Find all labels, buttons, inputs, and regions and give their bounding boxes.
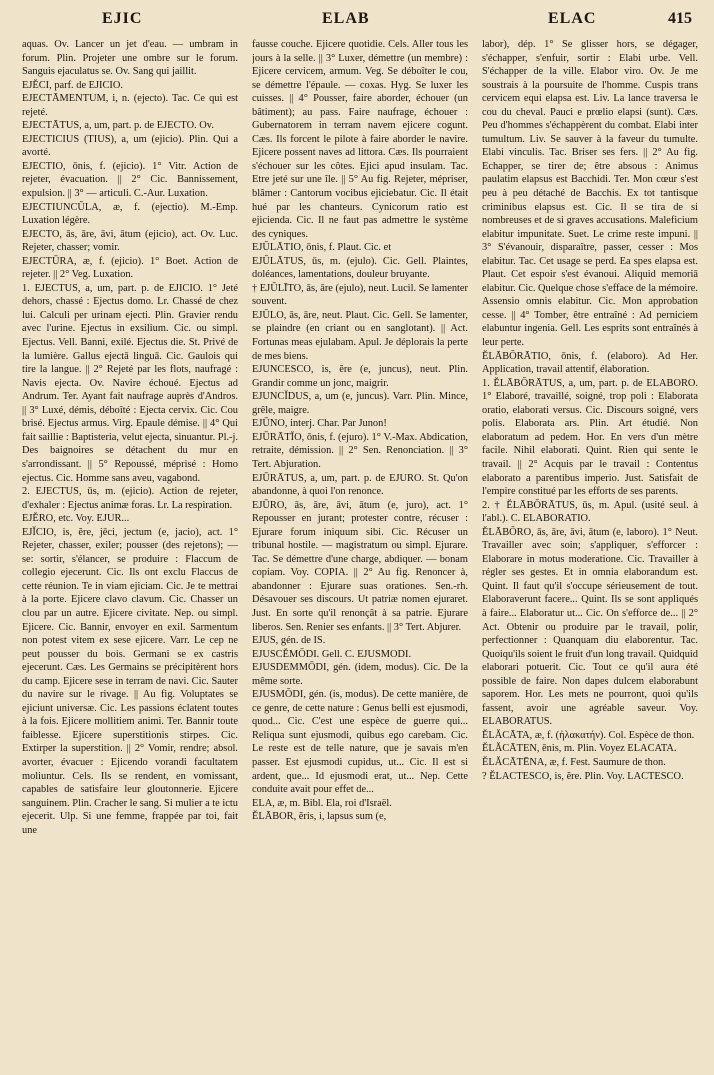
dictionary-entry: ĔLĂCĀTA, æ, f. (ἠλακατήν). Col. Espèce de thon. — [482, 729, 695, 741]
dictionary-entry: EJUSCĔMŎDI. Gell. C. EJUSMODI. — [252, 648, 412, 660]
dictionary-entry: ĔLĀBŎRĀTIO, ōnis, f. (elaboro). Ad Her. Application, travail attentif, élaboration. — [482, 350, 698, 376]
dictionary-entry: EJŪNO, interj. Char. Par Junon! — [252, 418, 387, 430]
dictionary-entry: EJECTĀMENTUM, i, n. (ejecto). Tac. Ce qui est rejeté. — [22, 93, 238, 118]
dictionary-entry: † EJŬLĪTO, ās, āre (ejulo), neut. Lucil. Se lamenter souvent. — [252, 282, 468, 308]
dictionary-entry: EJUSDEMMŌDI, gén. (idem, modus). Cic. De la même sorte. — [252, 662, 468, 687]
dictionary-entry: 2. † ĔLĀBŎRĀTUS, ūs, m. Apul. (usité seul. à l'abl.). C. ELABORATIO. — [482, 499, 698, 525]
guide-word-left: EJIC — [102, 10, 143, 27]
dictionary-entry: EJŪRO, ās, āre, āvi, ātum (e, juro), act. 1° Repousser en jurant; protester contre, récuser : Ejurare forum iniquum sibi. Cic. Récuser un tribunal hostile. — magistratum ou simpl. Ejurare. Tac. Se démettre d'une charge, abdiquer. — bonam copiam. Voy. COPIA. || 2° Au fig. Renoncer à, abandonner : Ejurare suas orationes. Sen.-rh. Désavouer ses discours. Ut patriæ nomen ejuraret. Just. En sorte qu'il renonçât à sa patrie. Ejurare liberos. Sen. Renier ses enfants. || 3° Tert. Abjurer. — [252, 499, 468, 633]
running-header — [0, 10, 714, 32]
dictionary-entry: EJŪRĀTĬO, ōnis, f. (ejuro). 1° V.-Max. Abdication, retraite, démission. || 2° Sen. Renonciation. || 3° Tert. Abjuration. — [252, 431, 468, 470]
dictionary-entry: EJĬCIO, is, ĕre, jēci, jectum (e, jacio), act. 1° Rejeter, chasser, exiler; pousser (des rejetons); — se: sortir, s'élancer, se produire : Flaccum de collegio ejecerunt. Cic. Ils ont exclu Flaccus de cette réunion. Te in viam ejiciam. Cic. Je te mettrai à la porte. Ejicere clavo clavum. Cic. Chasser un clou par un autre. Ejicere civitate. Nep. ou simpl. Ejicere. Cic. Bannir, envoyer en exil. Sarmentum non potest vitem ex sese ejicere. Varr. Le cep ne peut pousser du bois. Germani se ex castris ejecerunt. Cæs. Les Germains se précipitèrent hors du camp. Ejicere sese in terram de navi. Cic. Sauter du navire sur le rivage. || Au fig. Voluptates se ejiciunt universæ. Cic. Les passions éclatent toutes à la fois. Ejicere mollitiem animi. Ter. Bannir toute faiblesse. Ejicere superstitionis stirpes. Cic. Extirper la superstition. || 2° Vomir, rendre; absol. avorter, évacuer : Ejicendo vorandi facultatem moliuntur. Cels. Ils se rendent, en vomissant, capables de satisfaire leur gloutonnerie. Ejicere sanguinem. Plin. Cracher le sang. Si mulier a te ictu ejecerit. Ulp. Si une femme, frappée par toi, fait une — [22, 526, 238, 836]
dictionary-entry: 1. EJECTUS, a, um, part. p. de EJICIO. 1° Jeté dehors, chassé : Ejectus domo. Lr. Chassé de chez lui. Calculi per urinam ejecti. Plin. Gravier rendu avec l'urine. Ejectus in exsilium. Cic. ou simpl. Ejectus. Vell. Banni, exilé. Ejectus die. St. Privé de la lumière. Gallus ejectā linguā. Cic. Gaulois qui tire la langue. || 2° Rejeté par les flots, naufragé : Navis ejecta. Ov. Navire échoué. Ejectus ad Andrum. Ter. Ayant fait naufrage auprès d'Andros. || 3° Luxé, démis, déboîté : Ejecta cervix. Cic. Cou brisé. Ejectus armus. Virg. Epaule démise. || 4° Qui fait saillie : Baptisteria, velut ejecta, sinuantur. Pl.-j. Des baignoires se détachent du mur en s'arrondissant. || 5° Repoussé, méprisé : Homo ejectus. Cic. Homme sans aveu, vagabond. — [22, 282, 238, 484]
column-left — [22, 38, 238, 1068]
dictionary-entry: EJĔRO, etc. Voy. EJUR... — [22, 513, 130, 525]
dictionary-entry: ĔLĂCĀTĒNA, æ, f. Fest. Saumure de thon. — [482, 756, 666, 768]
dictionary-entry: EJECTO, ās, āre, āvi, ātum (ejicio), act. Ov. Luc. Rejeter, chasser; vomir. — [22, 228, 238, 254]
guide-word-right: ELAC — [548, 10, 597, 27]
dictionary-entry: EJECTĀTUS, a, um, part. p. de EJECTO. Ov. — [22, 120, 214, 132]
dictionary-entry: ĔLĀBOR, ĕris, i, lapsus sum (e, — [252, 811, 387, 823]
dictionary-entry: EJŬLĀTIO, ōnis, f. Plaut. Cic. et — [252, 242, 392, 254]
dictionary-entry: EJŪRĀTUS, a, um, part. p. de EJURO. St. Qu'on abandonne, à quoi l'on renonce. — [252, 472, 468, 498]
column-middle — [252, 38, 468, 1068]
dictionary-entry: EJŬLO, ās, āre, neut. Plaut. Cic. Gell. Se lamenter, se plaindre (en criant ou en sanglotant). || Act. Fortunas meas ejulabam. Apul. Je déplorais la perte de mes biens. — [252, 309, 468, 362]
column-right — [482, 38, 698, 1068]
dictionary-entry: EJECTIO, ōnis, f. (ejicio). 1° Vitr. Action de rejeter, évacuation. || 2° Cic. Bannissement, expulsion. || 3° — articuli. C.-Aur. Luxation. — [22, 160, 238, 200]
dictionary-entry: EJŬLĀTUS, ūs, m. (ejulo). Cic. Gell. Plaintes, doléances, lamentations, douleur bruyante. — [252, 255, 468, 281]
dictionary-entry: 1. ĔLĀBŎRĀTUS, a, um, part. p. de ELABORO. 1° Elaboré, travaillé, soigné, trop poli : Elaborata oratio, elaborati versus. Cic. Discours soigné, vers polis. Elaborata ars. Plin. Art étudié. Non elaboratum ad pedem. Hor. En vers d'un mètre facile. Nihil elaborati. Quint. Rien qui sente le travail. || 2° Acquis par le travail : Contentus elaborato a parentibus imperio. Just. Satisfait de l'empire constitué par les efforts de ses parents. — [482, 377, 698, 498]
dictionary-entry: ĔLĂCĀTEN, ēnis, m. Plin. Voyez ELACATA. — [482, 743, 677, 755]
dictionary-entry: 2. EJECTUS, ūs, m. (ejicio). Action de rejeter, d'exhaler : Ejectus animæ foras. Lr. La respiration. — [22, 486, 238, 511]
dictionary-entry: labor), dép. 1° Se glisser hors, se dégager, s'échapper, s'enfuir, sortir : Elabi urbe. Vell. S'échapper de la ville. Elabor viro. Ov. Je me soustrais à la poursuite de l'homme. Cuspis trans cervicem equi elapsa est. Liv. La lance traversa le cou du cheval. Pauci e prœlio elapsi (sunt). Cæs. Peu d'hommes s'échappèrent du combat. Elabi inter tumultum. Liv. Se sauver à la faveur du tumulte. Elabi vinculis. Tac. Briser ses fers. || 2° Au fig. Echapper, se tirer de; être absous : Animus paulatim elapsus est Bacchidi. Ter. Mon cœur s'est peu à peu détaché de Bacchis. Ex tot tantisque criminibus elapsus est. Cic. Il se tira de si nombreuses et de si graves accusations. Maleficium elabitur impunitate. Suet. Le crime reste impuni. || 3° S'évanouir, disparaître, passer, cesser : Mos elabitur. Tac. Cet usage se perd. Ea spes elapsa est. Plaut. Cet espoir s'est évanoui. Aliquid memoriā elabitur. Cic. Quelque chose s'efface de la mémoire. Assensio omnis elabitur. Cic. Mon approbation cesse. || 4° Tomber, être entraîné : Ad perniciem elabuntur ingenia. Gell. Les esprits sont entraînés à leur perte. — [482, 39, 698, 349]
dictionary-entry: EJUS, gén. de IS. — [252, 635, 326, 647]
dictionary-entry: EJUSMŎDI, gén. (is, modus). De cette manière, de ce genre, de cette nature : Genus belli est ejusmodi, quod... Cic. C'est une espèce de guerre qui... Reliqua sunt ejusmodi, quibus ego carebam. Cic. Le reste est de telle nature, que je savais m'en passer. Est ejusmodi cupidus, ut... Cic. Il est si ardent, que... Id ejusmodi erat, ut... Nep. Cette conduite avait pour effet de... — [252, 689, 468, 796]
dictionary-entry: ? ĔLACTESCO, is, ĕre. Plin. Voy. LACTESCO. — [482, 770, 684, 782]
guide-word-center: ELAB — [322, 10, 370, 27]
dictionary-entry: EJECTIUNCŬLA, æ, f. (ejectio). M.-Emp. Luxation légère. — [22, 201, 238, 227]
text-columns — [22, 38, 698, 1068]
dictionary-entry: ELA, æ, m. Bibl. Ela, roi d'Israël. — [252, 797, 392, 809]
dictionary-entry: ĔLĀBŎRO, ās, āre, āvi, ātum (e, laboro). 1° Neut. Travailler avec soin; s'appliquer, s'efforcer : Elaborare in motus moderatione. Cic. Travailler à régler ses gestes. Et in omnia elaborandum est. Quint. Il faut qu'il s'occupe sérieusement de tout. Elaboraverunt facere... Quint. Ils se sont appliqués à faire... Elaboratur ut... Cic. On s'efforce de... || 2° Act. Obtenir ou produire par le travail, polir, perfectionner : Quanquam diu elaborentur. Tac. Quoiqu'ils soient le fruit d'un long travail. Quidquid elaborari potuerit. Cic. Tout ce qu'il aura été possible de faire. Non dapes dulcem elaborabunt saporem. Hor. Les mets ne pourront, quoi qu'ils fassent, avoir une agréable saveur. Voy. ELABORATUS. — [482, 526, 698, 728]
dictionary-entry: aquas. Ov. Lancer un jet d'eau. — umbram in forum. Plin. Projeter une ombre sur le forum. Sanguis ejaculatus se. Ov. Sang qui jaillit. — [22, 39, 238, 78]
dictionary-entry: EJECTICIUS (TIUS), a, um (ejicio). Plin. Qui a avorté. — [22, 133, 238, 159]
dictionary-entry: fausse couche. Ejicere quotidie. Cels. Aller tous les jours à la selle. || 3° Luxer, démettre (un membre) : Ejicere cervicem, armum. Veg. Se déboîter le cou, se démettre l'épaule. — coxas. Hyg. Se luxer les cuisses. || 4° Pousser, faire aborder, échouer (un bâtiment); au pass. Faire naufrage, échouer : Gubernatorem in terram navem ejicere cogunt. Cæs. Ils forcent le pilote à faire aborder le navire. Ejicere possent naves ad littora. Cæs. Ils pourraient s'échouer sur les côtes. Ejici apud insulam. Tac. Etre jeté sur une île. || 5° Au fig. Rejeter, mépriser, blâmer : Cantorum vocibus ejiciebatur. Cic. Il était hué par les chanteurs. Cynicorum ratio est ejicienda. Cic. Il ne faut pas admettre le système des cyniques. — [252, 39, 468, 240]
dictionary-entry: EJUNCESCO, is, ĕre (e, juncus), neut. Plin. Grandir comme un jonc, maigrir. — [252, 364, 468, 389]
page-number: 415 — [668, 10, 692, 27]
dictionary-entry: EJUNCĬDUS, a, um (e, juncus). Varr. Plin. Mince, grêle, maigre. — [252, 391, 468, 416]
dictionary-entry: EJECTŪRA, æ, f. (ejicio). 1° Boet. Action de rejeter. || 2° Veg. Luxation. — [22, 255, 238, 281]
dictionary-entry: EJĔCI, parf. de EJICIO. — [22, 79, 123, 91]
